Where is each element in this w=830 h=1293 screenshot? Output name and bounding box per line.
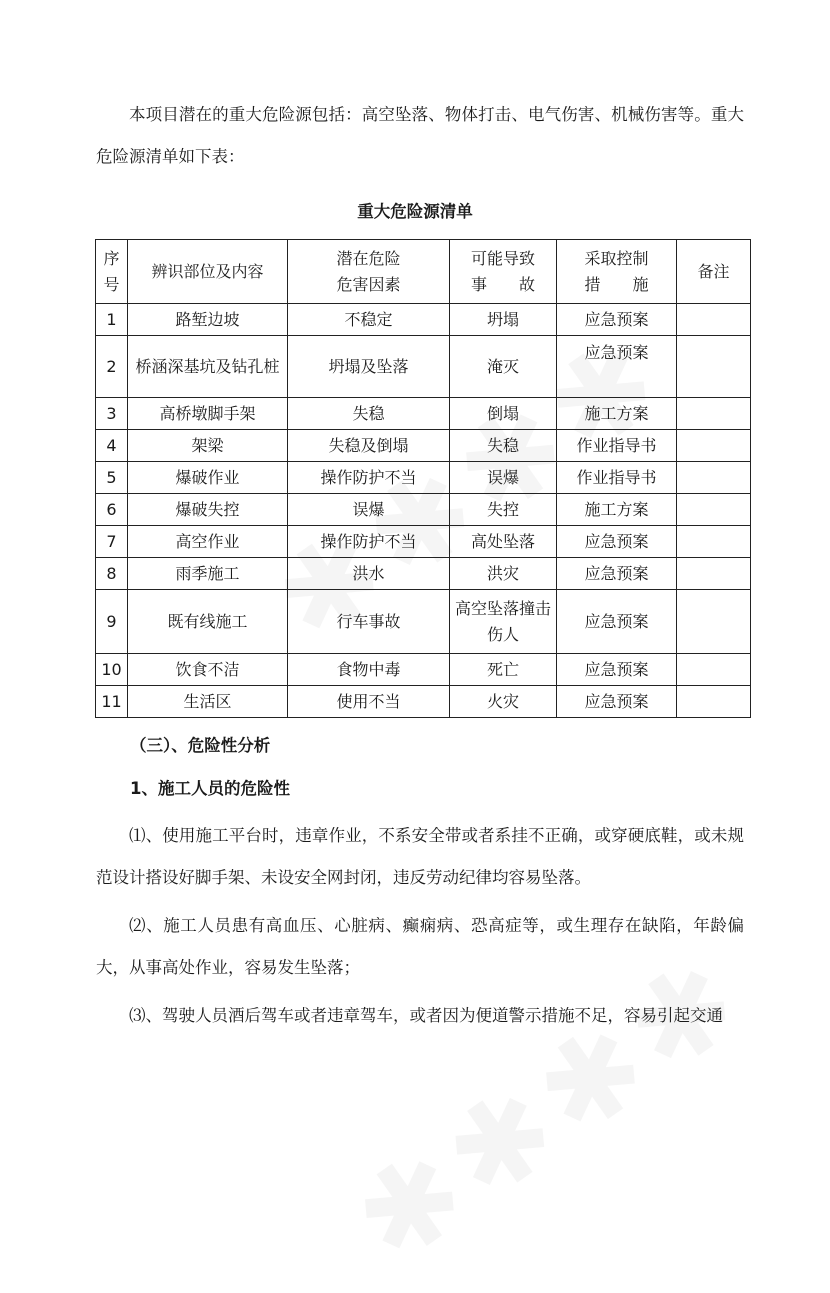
table-row	[96, 686, 751, 718]
cell-measure: 应急预案	[557, 336, 677, 398]
cell-remark	[677, 430, 751, 462]
section-heading: （三）、危险性分析	[130, 736, 271, 755]
cell-location: 既有线施工	[128, 590, 288, 654]
table-row	[96, 336, 751, 398]
cell-location: 架梁	[128, 430, 288, 462]
subsection-heading: 1、施工人员的危险性	[130, 779, 290, 798]
table-row	[96, 558, 751, 590]
cell-no: 2	[96, 336, 128, 398]
table-row	[96, 462, 751, 494]
table-header-row	[96, 240, 751, 304]
cell-location: 爆破作业	[128, 462, 288, 494]
cell-hazard: 失稳	[288, 398, 450, 430]
cell-remark	[677, 686, 751, 718]
cell-location: 高空作业	[128, 526, 288, 558]
cell-remark	[677, 558, 751, 590]
cell-hazard: 误爆	[288, 494, 450, 526]
list-item: ⑶、驾驶人员酒后驾车或者违章驾车，或者因为便道警示措施不足，容易引起交通	[129, 1006, 723, 1025]
cell-remark	[677, 590, 751, 654]
cell-accident: 坍塌	[450, 304, 557, 336]
cell-accident: 高空坠落撞击伤人	[450, 590, 557, 654]
table-row	[96, 430, 751, 462]
list-item: ⑵、施工人员患有高血压、心脏病、癫痫病、恐高症等，或生理存在缺陷，年龄偏大，从事高处作业，容易发生坠落；	[96, 916, 744, 977]
cell-measure: 应急预案	[557, 558, 677, 590]
cell-remark	[677, 494, 751, 526]
cell-accident: 火灾	[450, 686, 557, 718]
header-hazard: 潜在危险 危害因素	[288, 240, 450, 304]
hazard-table	[95, 239, 751, 718]
cell-measure: 应急预案	[557, 686, 677, 718]
cell-accident: 倒塌	[450, 398, 557, 430]
table-row	[96, 494, 751, 526]
cell-hazard: 操作防护不当	[288, 462, 450, 494]
cell-no: 5	[96, 462, 128, 494]
header-measure: 采取控制 措 施	[557, 240, 677, 304]
cell-accident: 失稳	[450, 430, 557, 462]
cell-hazard: 坍塌及坠落	[288, 336, 450, 398]
cell-accident: 误爆	[450, 462, 557, 494]
cell-measure: 施工方案	[557, 398, 677, 430]
cell-hazard: 食物中毒	[288, 654, 450, 686]
cell-no: 8	[96, 558, 128, 590]
table-row	[96, 304, 751, 336]
intro-paragraph: 本项目潜在的重大危险源包括：高空坠落、物体打击、电气伤害、机械伤害等。重大危险源清单如下表：	[96, 105, 744, 166]
table-row	[96, 398, 751, 430]
header-location: 辨识部位及内容	[128, 240, 288, 304]
cell-hazard: 不稳定	[288, 304, 450, 336]
cell-accident: 高处坠落	[450, 526, 557, 558]
cell-no: 3	[96, 398, 128, 430]
cell-measure: 施工方案	[557, 494, 677, 526]
cell-location: 桥涵深基坑及钻孔桩	[128, 336, 288, 398]
cell-remark	[677, 398, 751, 430]
list-item: ⑴、使用施工平台时，违章作业，不系安全带或者系挂不正确，或穿硬底鞋，或未规范设计搭设好脚手架、未设安全网封闭，违反劳动纪律均容易坠落。	[96, 826, 744, 887]
header-remark: 备注	[677, 240, 751, 304]
cell-no: 7	[96, 526, 128, 558]
header-accident: 可能导致 事 故	[450, 240, 557, 304]
table-title: 重大危险源清单	[357, 202, 473, 221]
cell-no: 6	[96, 494, 128, 526]
cell-measure: 作业指导书	[557, 462, 677, 494]
cell-accident: 失控	[450, 494, 557, 526]
cell-hazard: 洪水	[288, 558, 450, 590]
table-row	[96, 526, 751, 558]
cell-location: 爆破失控	[128, 494, 288, 526]
cell-measure: 应急预案	[557, 654, 677, 686]
header-no: 序 号	[96, 240, 128, 304]
cell-measure: 应急预案	[557, 304, 677, 336]
cell-accident: 洪灾	[450, 558, 557, 590]
cell-accident: 淹灭	[450, 336, 557, 398]
cell-hazard: 失稳及倒塌	[288, 430, 450, 462]
cell-no: 11	[96, 686, 128, 718]
cell-location: 雨季施工	[128, 558, 288, 590]
cell-no: 10	[96, 654, 128, 686]
cell-hazard: 操作防护不当	[288, 526, 450, 558]
cell-location: 高桥墩脚手架	[128, 398, 288, 430]
cell-location: 生活区	[128, 686, 288, 718]
cell-remark	[677, 336, 751, 398]
cell-location: 路堑边坡	[128, 304, 288, 336]
cell-hazard: 行车事故	[288, 590, 450, 654]
cell-accident: 死亡	[450, 654, 557, 686]
cell-remark	[677, 462, 751, 494]
table-row	[96, 590, 751, 654]
cell-remark	[677, 654, 751, 686]
cell-no: 4	[96, 430, 128, 462]
cell-remark	[677, 526, 751, 558]
cell-no: 9	[96, 590, 128, 654]
table-row	[96, 654, 751, 686]
cell-measure: 应急预案	[557, 590, 677, 654]
cell-hazard: 使用不当	[288, 686, 450, 718]
cell-no: 1	[96, 304, 128, 336]
cell-remark	[677, 304, 751, 336]
cell-measure: 作业指导书	[557, 430, 677, 462]
cell-measure: 应急预案	[557, 526, 677, 558]
cell-location: 饮食不洁	[128, 654, 288, 686]
